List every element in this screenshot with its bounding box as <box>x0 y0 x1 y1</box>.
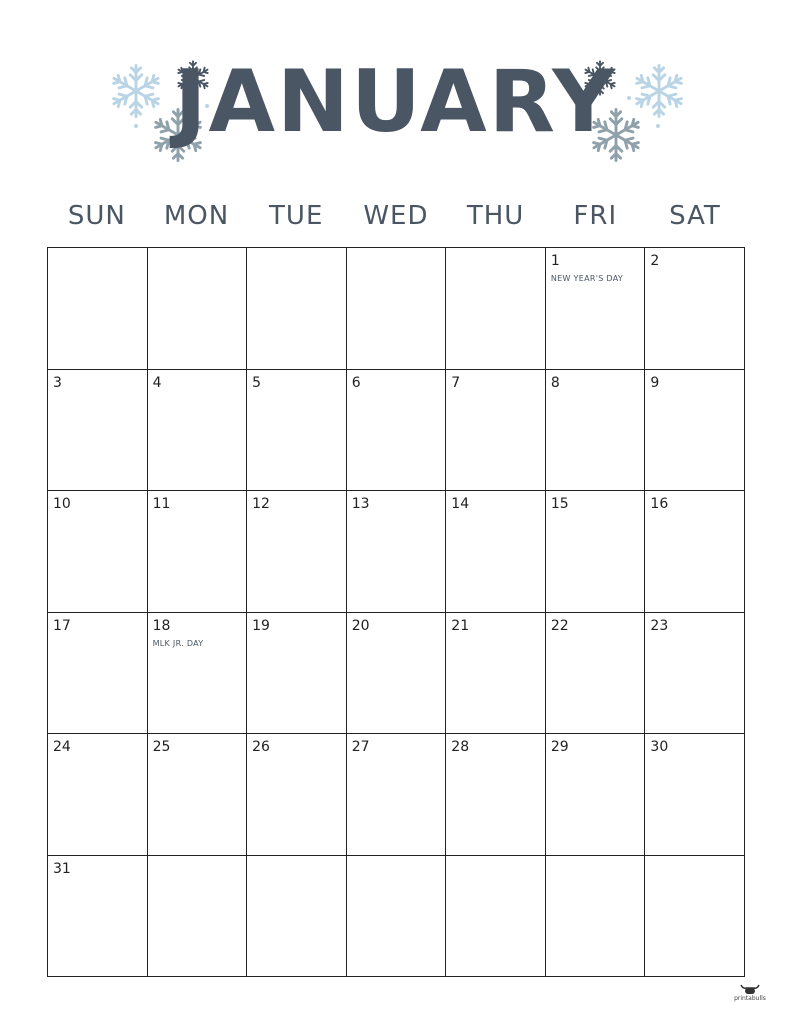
day-cell <box>48 734 148 856</box>
day-cell <box>347 491 447 613</box>
day-cell <box>546 613 646 735</box>
day-number: 18 <box>152 617 171 634</box>
bull-icon <box>739 983 761 995</box>
day-number: 14 <box>451 496 470 512</box>
day-number: 1 <box>550 253 560 269</box>
day-number: 15 <box>550 496 569 512</box>
day-number: 31 <box>53 860 71 877</box>
day-cell <box>247 856 347 978</box>
day-number: 23 <box>650 617 669 634</box>
day-number: 20 <box>351 617 370 634</box>
day-cell <box>247 370 347 492</box>
day-cell <box>148 248 248 370</box>
day-cell <box>148 734 248 856</box>
day-cell <box>247 613 347 735</box>
day-cell <box>347 370 447 492</box>
day-number: 24 <box>53 739 71 755</box>
day-cell <box>446 248 546 370</box>
day-cell <box>48 491 148 613</box>
day-cell <box>446 856 546 978</box>
day-cell <box>546 856 646 978</box>
day-cell <box>546 248 646 370</box>
day-number: 26 <box>252 739 270 755</box>
day-cell <box>546 491 646 613</box>
day-cell <box>48 613 148 735</box>
day-number: 13 <box>351 496 370 512</box>
day-number: 3 <box>53 374 62 391</box>
day-number: 12 <box>252 496 270 512</box>
day-number: 25 <box>152 739 171 755</box>
day-number: 29 <box>550 739 569 755</box>
day-cell <box>446 370 546 492</box>
day-number: 6 <box>351 374 361 391</box>
day-number: 17 <box>53 617 71 634</box>
day-number: 7 <box>451 374 461 391</box>
day-cell <box>247 734 347 856</box>
day-number: 5 <box>252 374 262 391</box>
day-cell <box>645 613 745 735</box>
day-cell <box>446 613 546 735</box>
day-cell <box>645 734 745 856</box>
day-cell <box>148 370 248 492</box>
day-number: 11 <box>152 496 171 512</box>
weekday-thu: THU <box>466 201 525 231</box>
day-number: 21 <box>451 617 470 634</box>
day-cell <box>48 370 148 492</box>
day-cell <box>546 370 646 492</box>
day-cell <box>446 491 546 613</box>
month-title: JANUARY <box>174 52 617 152</box>
calendar-grid <box>47 247 745 977</box>
day-cell <box>347 734 447 856</box>
holiday-label: NEW YEAR'S DAY <box>550 274 624 283</box>
holiday-label: MLK JR. DAY <box>152 638 204 648</box>
day-cell <box>148 856 248 978</box>
weekday-mon: MON <box>163 201 230 231</box>
day-cell <box>148 613 248 735</box>
day-number: 2 <box>650 253 660 269</box>
weekday-tue: TUE <box>269 201 324 231</box>
day-cell <box>645 248 745 370</box>
weekday-header-row <box>47 196 745 236</box>
day-number: 19 <box>252 617 270 634</box>
day-cell <box>546 734 646 856</box>
day-number: 4 <box>152 374 162 391</box>
day-cell <box>148 491 248 613</box>
day-cell <box>347 856 447 978</box>
day-cell <box>48 248 148 370</box>
day-cell <box>48 856 148 978</box>
weekday-fri: FRI <box>573 201 618 231</box>
day-number: 8 <box>550 374 560 391</box>
weekday-sun: SUN <box>67 201 126 231</box>
day-cell <box>645 491 745 613</box>
weekday-wed: WED <box>363 201 429 231</box>
brand-logo <box>732 983 768 1002</box>
day-cell <box>247 248 347 370</box>
day-cell <box>446 734 546 856</box>
day-number: 30 <box>650 739 669 755</box>
day-cell <box>247 491 347 613</box>
day-cell <box>645 370 745 492</box>
day-number: 28 <box>451 739 470 755</box>
day-number: 16 <box>650 496 669 512</box>
day-number: 22 <box>550 617 569 634</box>
day-cell <box>347 248 447 370</box>
day-number: 9 <box>650 374 660 391</box>
day-cell <box>645 856 745 978</box>
day-number: 27 <box>351 739 370 755</box>
brand-text: printabulls <box>734 995 766 1002</box>
day-number: 10 <box>53 496 71 512</box>
weekday-sat: SAT <box>669 201 721 231</box>
day-cell <box>347 613 447 735</box>
